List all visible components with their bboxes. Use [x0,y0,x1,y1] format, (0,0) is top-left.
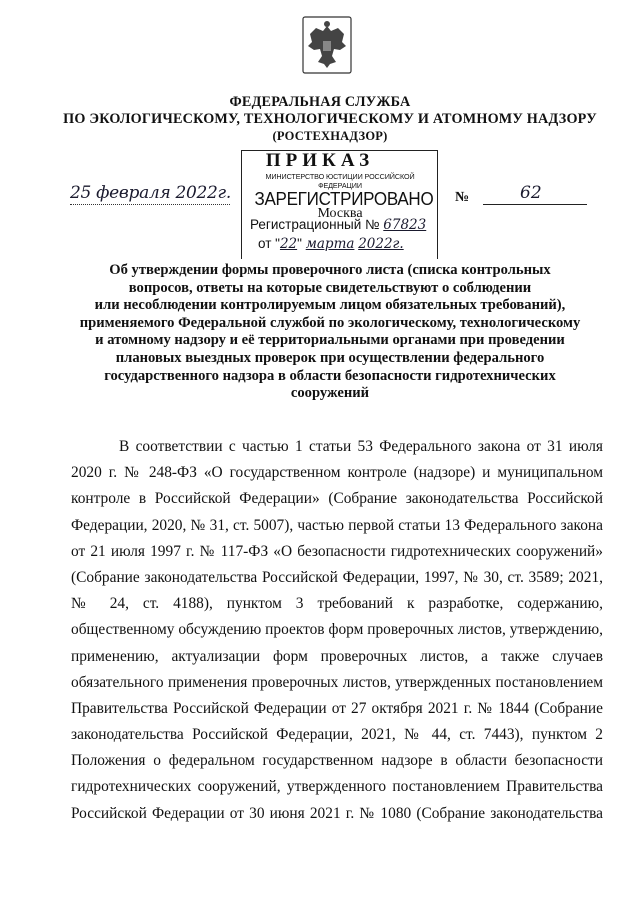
stamp-date-month: марта [305,236,355,252]
body-line: 2020 г. № 248-ФЗ «О государственном контроле (надзоре) и муниципальном [71,464,603,482]
title-line: вопросов, ответы на которые свидетельствуют о соблюдении [128,279,532,296]
body-line: обязательного применения проверочных листов, утвержденных постановлением [71,673,603,691]
body-line: гидротехнических сооружений, утвержденного постановлением Правительства [71,778,603,796]
title-line: Об утверждении формы проверочного листа (списка контрольных [109,262,551,278]
number-underline [483,204,587,205]
body-line: законодательства Российской Федерации, 2021, № 44, ст. 7443), пунктом 2 [71,726,603,744]
stamp-date-year: 2022г. [358,236,404,252]
body-line: общественному обсуждению проектов форм проверочных листов, утверждению, [71,621,603,639]
stamp-reg-label: Регистрационный № [250,217,380,232]
document-number: 62 [520,183,542,203]
title-line: сооружений [290,385,370,402]
body-line: Российской Федерации от 30 июня 2021 г. № 1080 (Собрание законодательства [71,804,603,822]
body-line: от 21 июля 1997 г. № 117-ФЗ «О безопасности гидротехнических сооружений» [71,542,603,560]
body-line: Правительства Российской Федерации от 27 октября 2021 г. № 1844 (Собрание [71,699,603,717]
body-line: В соответствии с частью 1 статьи 53 Федерального закона от 31 июля [119,438,603,455]
document-title [60,262,600,403]
stamp-date-prefix: от " [258,236,280,251]
agency-short-name: (РОСТЕХНАДЗОР) [272,129,388,143]
body-line: Федерации, 2020, № 31, ст. 5007), частью первой статьи 13 Федерального закона [71,516,603,534]
agency-name-line1: ФЕДЕРАЛЬНАЯ СЛУЖБА [229,94,411,110]
body-line: № 24, ст. 4188), пунктом 3 требований к разработке, содержанию, [71,595,603,613]
title-line: и атомному надзору и её территориальными органами при проведении [95,332,565,349]
stamp-date-day: 22 [279,236,298,252]
document-date: 25 февраля 2022г. [70,183,231,203]
title-line: применяемого Федеральной службой по экологическому, технологическому [79,314,581,331]
body-line: (Собрание законодательства Российской Федерации, 1997, № 30, ст. 3589; 2021, [71,568,603,586]
stamp-registered: ЗАРЕГИСТРИРОВАНО [254,188,434,209]
body-line: Положения о федеральном государственном надзоре в области безопасности [71,752,603,770]
document-type: ПРИКАЗ [265,150,375,171]
document-body [71,434,603,827]
stamp-registration-number [250,217,426,233]
body-line: контроле в Российской Федерации» (Собрание законодательства Российской [71,490,603,508]
russian-eagle-emblem-icon [302,16,352,74]
document-number-label: № [455,190,470,205]
title-line: плановых выездных проверок при осуществлении федерального [115,349,545,366]
stamp-date-mid: " [297,236,302,251]
title-line: государственного надзора в области безопасности гидротехнических [104,367,556,384]
agency-name-line2: ПО ЭКОЛОГИЧЕСКОМУ, ТЕХНОЛОГИЧЕСКОМУ И АТОМНОМУ НАДЗОРУ [63,111,597,127]
stamp-registration-date [258,236,404,252]
stamp-city: Москва [317,206,363,221]
date-underline [70,204,230,205]
title-line: или несоблюдении контролируемым лицом обязательных требований), [94,297,566,314]
stamp-ministry: МИНИСТЕРСТВО ЮСТИЦИИ РОССИЙСКОЙ ФЕДЕРАЦИИ [265,172,415,190]
stamp-reg-number: 67823 [383,217,427,233]
body-line: применению, актуализации форм проверочных листов, а также случаев [71,647,603,665]
